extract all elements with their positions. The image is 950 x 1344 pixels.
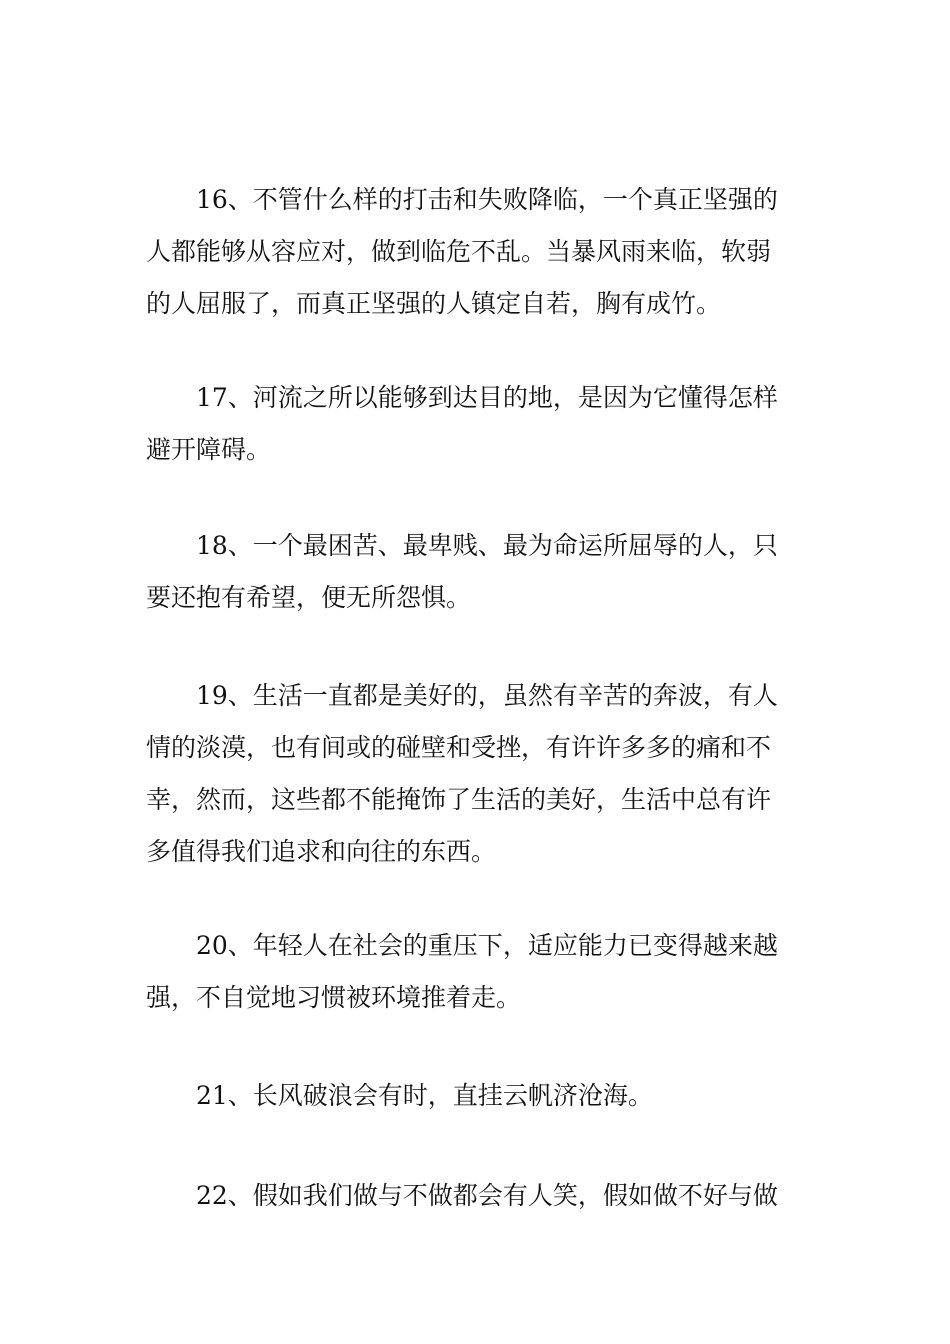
paragraph-line: 情的淡漠，也有间或的碰壁和受挫，有许许多多的痛和不 bbox=[146, 733, 772, 762]
paragraph-line: 16、不管什么样的打击和失败降临，一个真正坚强的 bbox=[196, 185, 778, 214]
paragraph-22 bbox=[146, 1170, 808, 1222]
paragraph-line: 17、河流之所以能够到达目的地，是因为它懂得怎样 bbox=[196, 383, 778, 412]
paragraph-line: 多值得我们追求和向往的东西。 bbox=[146, 837, 497, 866]
paragraph-line: 18、一个最困苦、最卑贱、最为命运所屈辱的人，只 bbox=[196, 531, 778, 560]
paragraph-line: 21、长风破浪会有时，直挂云帆济沧海。 bbox=[196, 1081, 653, 1110]
paragraph-line: 人都能够从容应对，做到临危不乱。当暴风雨来临，软弱 bbox=[146, 237, 772, 266]
paragraph-line: 要还抱有希望，便无所怨惧。 bbox=[146, 583, 472, 612]
paragraph-line: 22、假如我们做与不做都会有人笑，假如做不好与做 bbox=[196, 1181, 778, 1210]
paragraph-line: 20、年轻人在社会的重压下，适应能力已变得越来越 bbox=[196, 931, 778, 960]
paragraph-line: 的人屈服了，而真正坚强的人镇定自若，胸有成竹。 bbox=[146, 289, 722, 318]
paragraph-21 bbox=[146, 1070, 808, 1122]
paragraph-20 bbox=[146, 920, 808, 1024]
paragraph-19 bbox=[146, 670, 808, 878]
paragraph-line: 避开障碍。 bbox=[146, 435, 272, 464]
paragraph-line: 强，不自觉地习惯被环境推着走。 bbox=[146, 983, 522, 1012]
paragraph-16 bbox=[146, 174, 808, 330]
paragraph-18 bbox=[146, 520, 808, 624]
paragraph-line: 幸，然而，这些都不能掩饰了生活的美好，生活中总有许 bbox=[146, 785, 772, 814]
paragraph-line: 19、生活一直都是美好的，虽然有辛苦的奔波，有人 bbox=[196, 681, 778, 710]
paragraph-17 bbox=[146, 372, 808, 476]
